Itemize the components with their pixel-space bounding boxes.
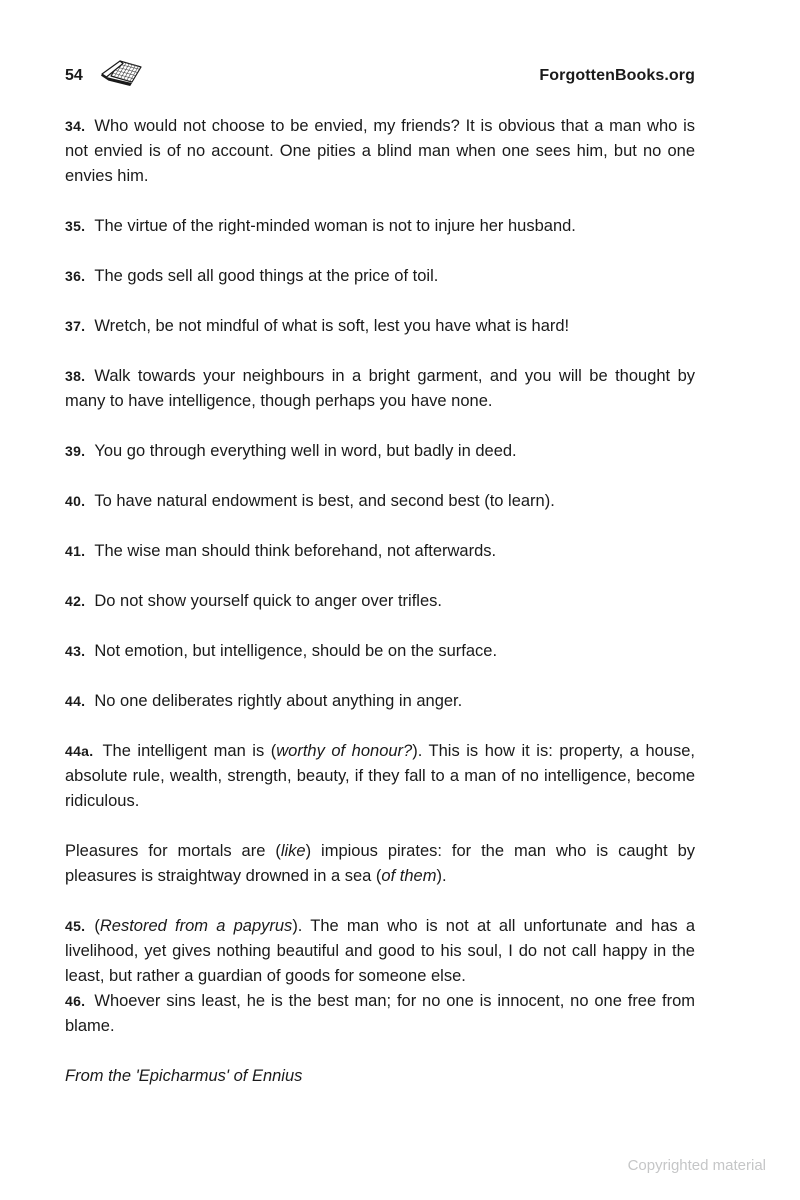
text-run: Whoever sins least, he is the best man; for no one is innocent, no one free from blame. bbox=[65, 992, 695, 1035]
paragraph-number: 44. bbox=[65, 693, 86, 709]
text-run: No one deliberates rightly about anything in anger. bbox=[94, 692, 463, 710]
page-number: 54 bbox=[65, 67, 83, 84]
page-header bbox=[65, 58, 695, 94]
paragraph bbox=[65, 114, 695, 189]
text-run: The intelligent man is ( bbox=[102, 742, 277, 760]
text-run: Not emotion, but intelligence, should be on the surface. bbox=[94, 642, 498, 660]
paragraph bbox=[65, 689, 695, 714]
paragraph-number: 37. bbox=[65, 318, 86, 334]
text-run: ). The man who is not at all unfortunate and has a livelihood, yet gives nothing beautiful and good to his soul, I do not call happy in the least, but rather a guardian of goods for someone else. bbox=[65, 917, 695, 985]
paragraph-number: 40. bbox=[65, 493, 86, 509]
paragraph-number: 41. bbox=[65, 543, 86, 559]
italic-text-run: worthy of honour? bbox=[276, 742, 413, 760]
paragraph bbox=[65, 314, 695, 339]
italic-text-run: like bbox=[280, 842, 306, 860]
text-run: ( bbox=[94, 917, 100, 935]
paragraph bbox=[65, 639, 695, 664]
text-run: The wise man should think beforehand, not afterwards. bbox=[94, 542, 497, 560]
paragraph-number: 38. bbox=[65, 368, 86, 384]
paragraph bbox=[65, 264, 695, 289]
paragraph bbox=[65, 989, 695, 1039]
paragraph-number: 34. bbox=[65, 118, 86, 134]
paragraph bbox=[65, 364, 695, 414]
text-run: Pleasures for mortals are ( bbox=[65, 842, 281, 860]
header-left bbox=[65, 58, 145, 94]
italic-text-run: of them bbox=[381, 867, 437, 885]
paragraph-number: 43. bbox=[65, 643, 86, 659]
paragraph-number: 39. bbox=[65, 443, 86, 459]
paragraph bbox=[65, 489, 695, 514]
paragraph bbox=[65, 214, 695, 239]
paragraph-number: 44a. bbox=[65, 743, 94, 759]
text-run: ). This is how it is: property, a house, absolute rule, wealth, strength, beauty, if they fall to a man of no intelligence, become ridiculous. bbox=[65, 742, 695, 810]
paragraph-number: 46. bbox=[65, 993, 86, 1009]
text-run: Who would not choose to be envied, my friends? It is obvious that a man who is not envied is of no account. One pities a blind man when one sees him, but no one envies him. bbox=[65, 117, 695, 185]
text-run: ). bbox=[436, 867, 447, 885]
footer-attribution: From the 'Epicharmus' of Ennius bbox=[65, 1067, 303, 1085]
paragraph-number: 35. bbox=[65, 218, 86, 234]
text-run: ) impious pirates: for the man who is caught by pleasures is straightway drowned in a sea ( bbox=[65, 842, 695, 885]
text-run: To have natural endowment is best, and second best (to learn). bbox=[94, 492, 555, 510]
text-run: Walk towards your neighbours in a bright garment, and you will be thought by many to have intelligence, though perhaps you have none. bbox=[65, 367, 695, 410]
paragraph-number: 36. bbox=[65, 268, 86, 284]
text-run: The gods sell all good things at the price of toil. bbox=[94, 267, 439, 285]
page-body bbox=[65, 114, 695, 1039]
italic-text-run: Restored from a papyrus bbox=[99, 917, 293, 935]
text-run: Wretch, be not mindful of what is soft, lest you have what is hard! bbox=[94, 317, 570, 335]
open-book-icon bbox=[99, 58, 145, 94]
paragraph bbox=[65, 539, 695, 564]
paragraph bbox=[65, 839, 695, 889]
text-run: You go through everything well in word, but badly in deed. bbox=[94, 442, 517, 460]
paragraph bbox=[65, 914, 695, 989]
paragraph-number: 45. bbox=[65, 918, 86, 934]
site-name: ForgottenBooks.org bbox=[539, 67, 695, 84]
paragraph-number: 42. bbox=[65, 593, 86, 609]
paragraph bbox=[65, 439, 695, 464]
page-content bbox=[65, 58, 695, 1089]
text-run: Do not show yourself quick to anger over trifles. bbox=[94, 592, 442, 610]
paragraph bbox=[65, 739, 695, 814]
text-run: The virtue of the right-minded woman is not to injure her husband. bbox=[94, 217, 576, 235]
paragraph bbox=[65, 589, 695, 614]
copyright-watermark: Copyrighted material bbox=[627, 1157, 766, 1174]
